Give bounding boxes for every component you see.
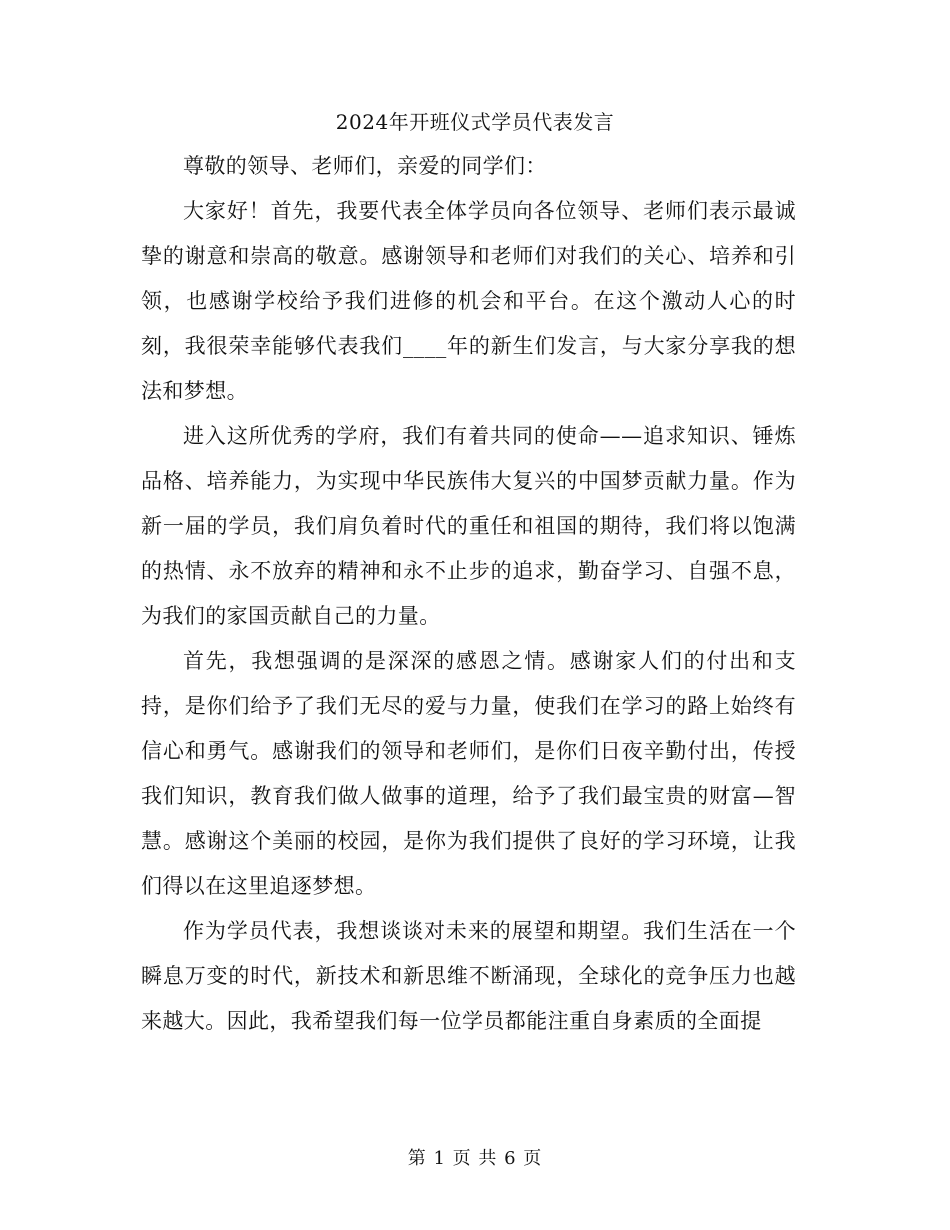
- paragraph-greeting: 尊敬的领导、老师们，亲爱的同学们：: [183, 154, 547, 178]
- paragraph-gratitude: 首先，我想强调的是深深的感恩之情。感谢家人们的付出和支持，是你们给予了我们无尽的爱与力量，使我们在学习的路上始终有信心和勇气。感谢我们的领导和老师们，是你们日夜辛勤付出，传授我们知识，教育我们做人做事的道理，给予了我们最宝贵的财富—智慧。感谢这个美丽的校园，是你为我们提供了良好的学习环境，让我们得以在这里追逐梦想。: [141, 649, 796, 898]
- page-number-footer: 第 1 页 共 6 页: [407, 1148, 543, 1169]
- document-body: [141, 144, 796, 1044]
- paragraph-outlook: 作为学员代表，我想谈谈对未来的展望和期望。我们生活在一个瞬息万变的时代，新技术和新思维不断涌现，全球化的竞争压力也越来越大。因此，我希望我们每一位学员都能注重自身素质的全面提: [141, 919, 796, 1033]
- paragraph-thanks: 大家好！首先，我要代表全体学员向各位领导、老师们表示最诚挚的谢意和崇高的敬意。感谢领导和老师们对我们的关心、培养和引领，也感谢学校给予我们进修的机会和平台。在这个激动人心的时刻，我很荣幸能够代表我们____年的新生们发言，与大家分享我的想法和梦想。: [141, 199, 796, 403]
- paragraph-mission: 进入这所优秀的学府，我们有着共同的使命——追求知识、锤炼品格、培养能力，为实现中华民族伟大复兴的中国梦贡献力量。作为新一届的学员，我们肩负着时代的重任和祖国的期待，我们将以饱满的热情、永不放弃的精神和永不止步的追求，勤奋学习、自强不息，为我们的家国贡献自己的力量。: [141, 424, 796, 628]
- document-title: 2024年开班仪式学员代表发言: [335, 110, 615, 134]
